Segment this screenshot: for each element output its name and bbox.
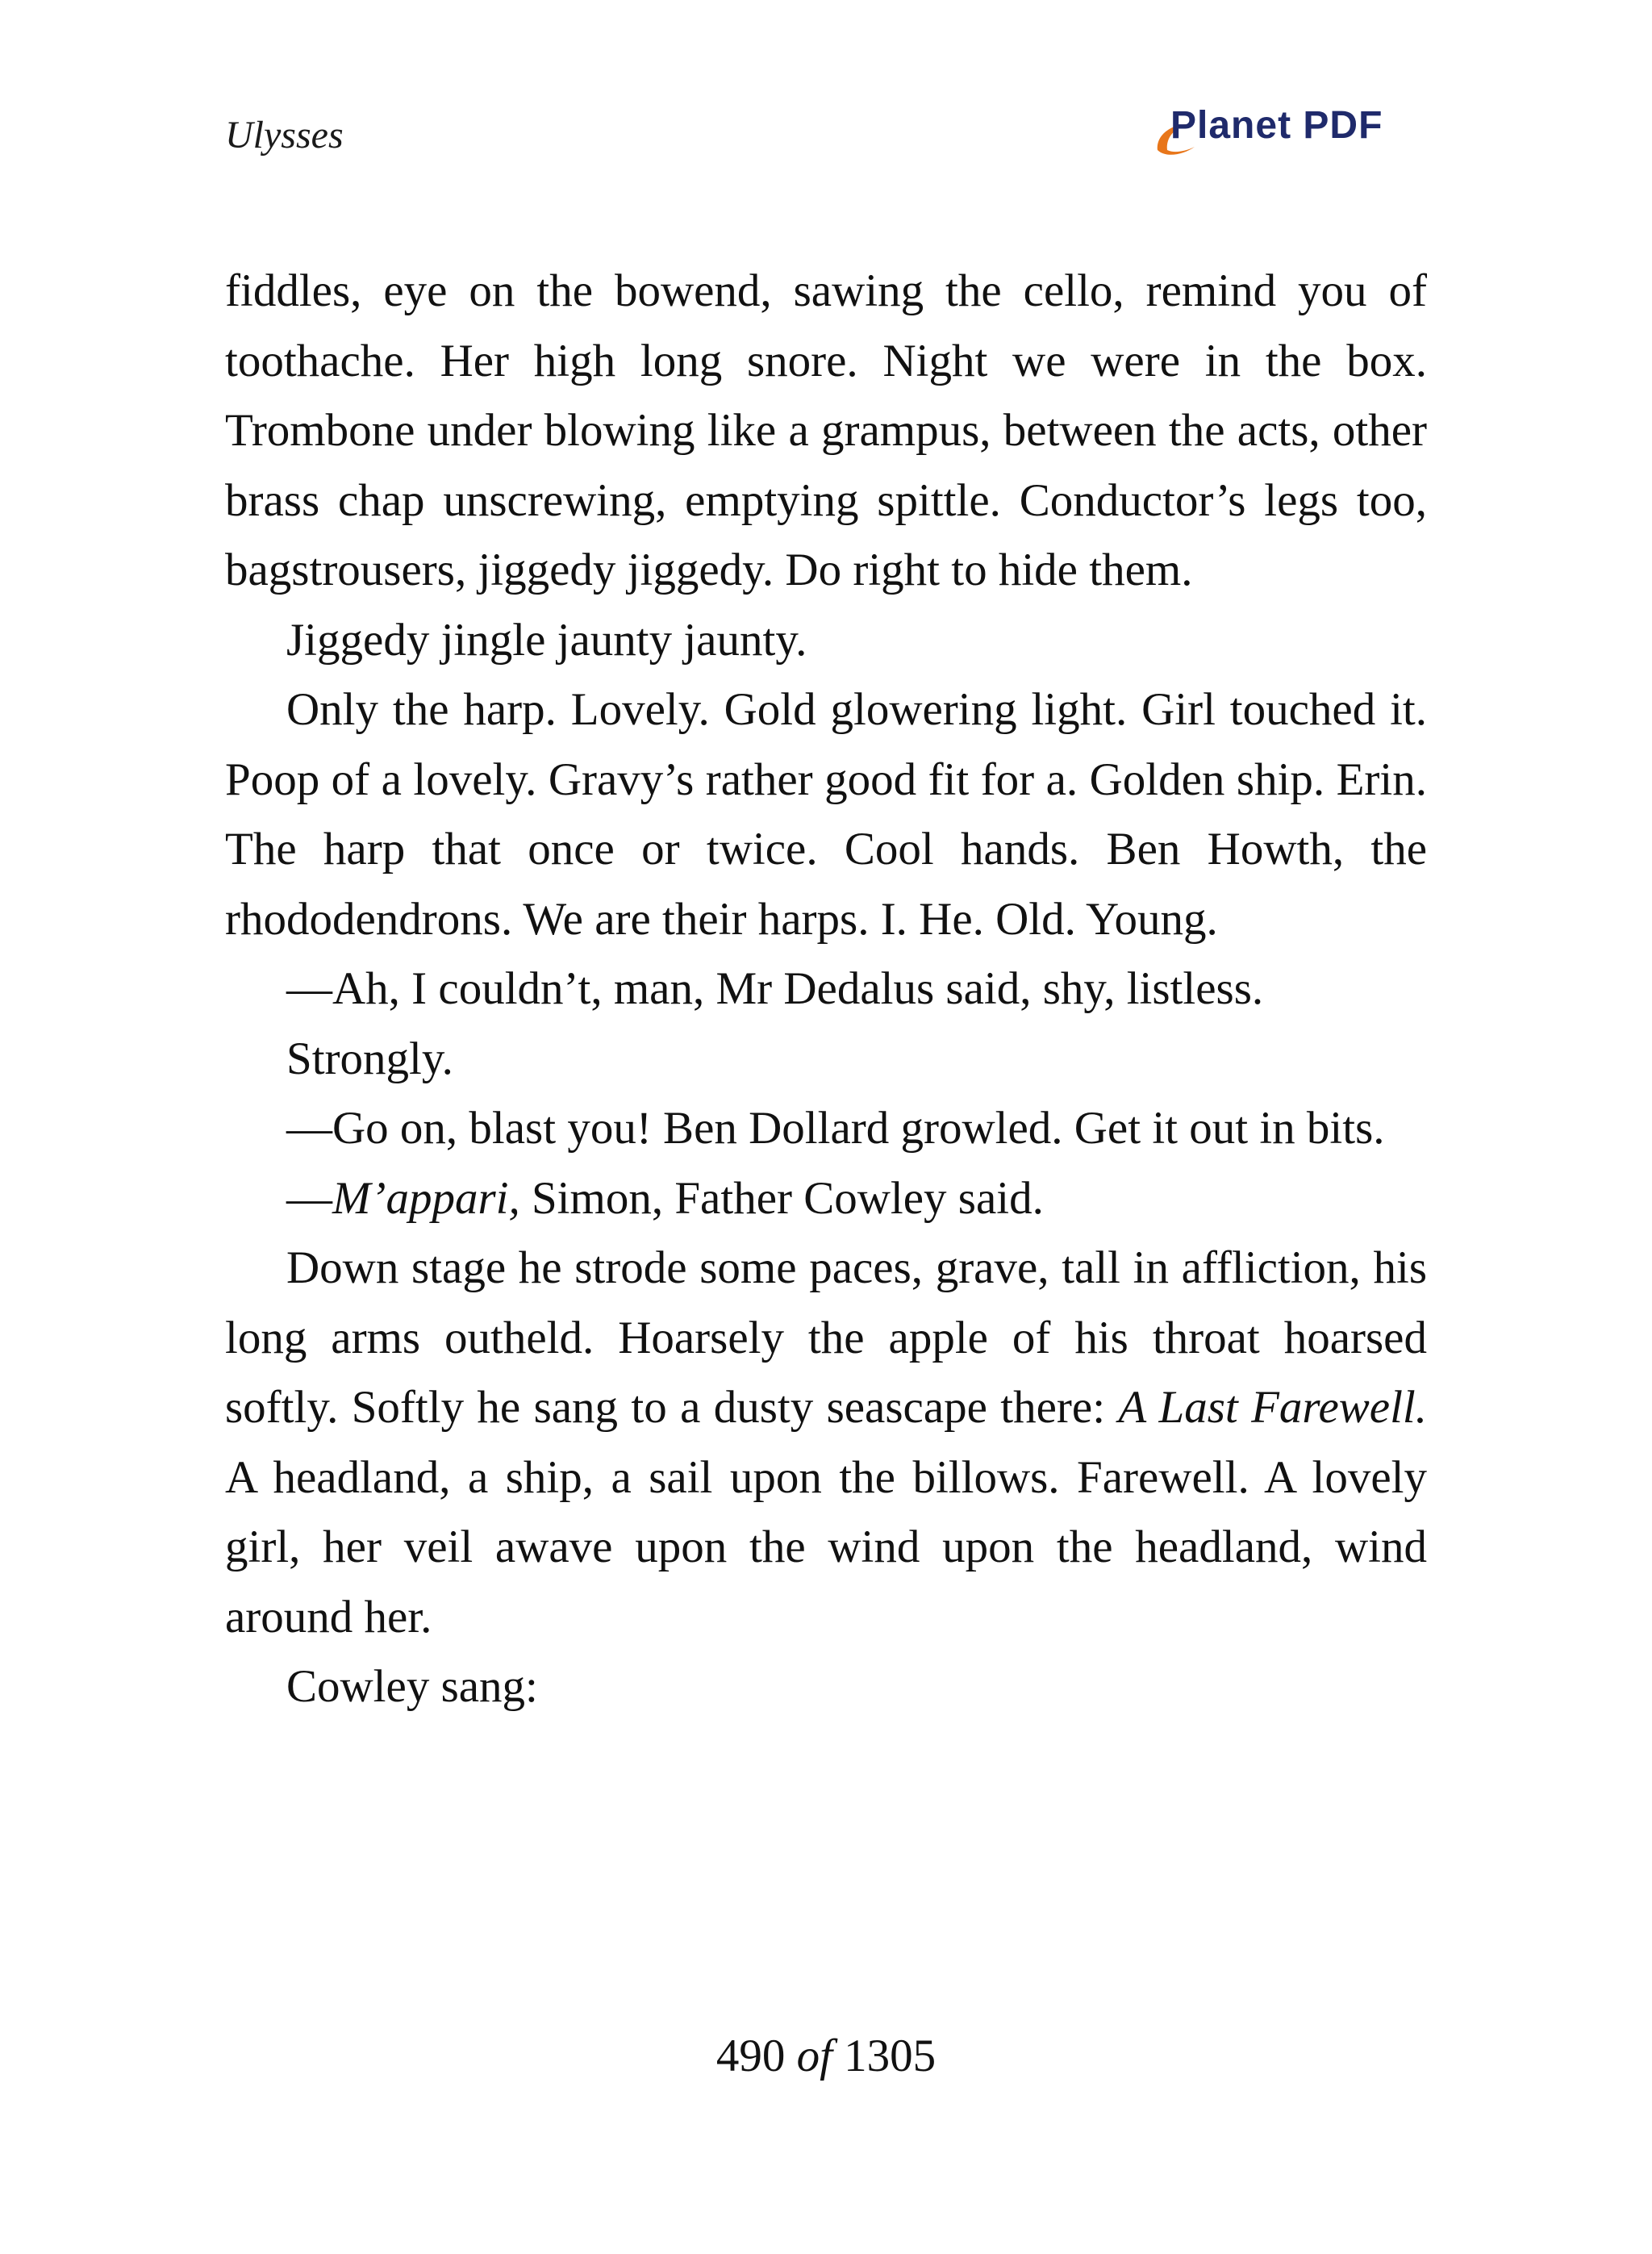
logo-text: Planet PDF xyxy=(1170,104,1383,147)
paragraph xyxy=(225,1025,1427,1095)
running-title: Ulysses xyxy=(225,114,344,157)
paragraph xyxy=(225,1164,1427,1234)
text-segment: Down stage he strode some paces, grave, tall in affliction, his long arms outheld. Hoarsely the apple of his throat hoarsed softly. Softly he sang to a dusty seascape there: xyxy=(225,1242,1427,1433)
text-segment: A headland, a ship, a sail upon the billows. Farewell. A lovely girl, her veil awave upon the wind upon the headland, wind around her. xyxy=(225,1451,1427,1642)
page-current: 490 xyxy=(715,2031,786,2081)
paragraph xyxy=(225,1233,1427,1652)
text-segment: — xyxy=(286,1172,332,1224)
text-segment: Strongly. xyxy=(286,1033,453,1084)
italic-text: A Last Farewell. xyxy=(1118,1382,1427,1433)
text-segment: fiddles, eye on the bowend, sawing the cello, remind you of toothache. Her high long snore. Night we were in the box. Trombone under blowing like a grampus, between the acts, other brass chap unscrewing, emptying spittle. Conductor’s legs too, bagstrousers, jiggedy jiggedy. Do right to hide them. xyxy=(225,265,1427,595)
italic-text: M’appari, xyxy=(332,1172,520,1224)
text-segment: Simon, Father Cowley said. xyxy=(519,1172,1044,1224)
paragraph xyxy=(225,606,1427,676)
page-header xyxy=(225,102,1427,174)
text-segment: Only the harp. Lovely. Gold glowering light. Girl touched it. Poop of a lovely. Gravy’s rather good fit for a. Golden ship. Erin. The harp that once or twice. Cool hands. Ben Howth, the rhododendrons. We are their harps. I. He. Old. Young. xyxy=(225,684,1427,945)
chapter-text xyxy=(225,257,1427,1722)
text-segment: —Go on, blast you! Ben Dollard growled. Get it out in bits. xyxy=(286,1103,1385,1154)
text-segment: Jiggedy jingle jaunty jaunty. xyxy=(286,614,807,666)
paragraph xyxy=(225,1652,1427,1722)
page-total: 1305 xyxy=(844,2031,937,2081)
paragraph xyxy=(225,675,1427,954)
page-number xyxy=(0,2030,1652,2082)
paragraph xyxy=(225,1094,1427,1164)
text-segment: Cowley sang: xyxy=(286,1661,538,1712)
page-of: of xyxy=(796,2031,832,2081)
planet-pdf-logo xyxy=(1153,103,1419,168)
paragraph xyxy=(225,954,1427,1025)
text-segment: —Ah, I couldn’t, man, Mr Dedalus said, shy, listless. xyxy=(286,963,1264,1014)
paragraph xyxy=(225,257,1427,606)
